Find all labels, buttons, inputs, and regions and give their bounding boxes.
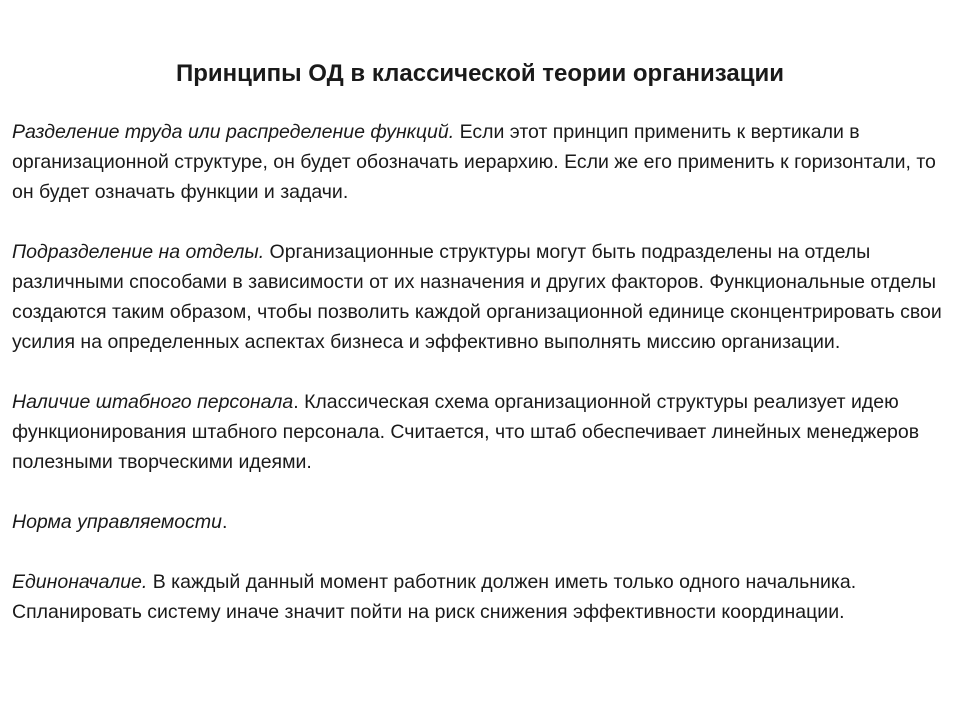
paragraph-unity-of-command [12, 567, 947, 627]
paragraph-division-of-labor [12, 117, 947, 207]
term-staff: Наличие штабного персонала [12, 391, 294, 413]
term-departmentalization: Подразделение на отделы. [12, 241, 265, 263]
text-span-of-control: . [221, 511, 228, 533]
text-unity-of-command: В каждый данный момент работник должен иметь только одного начальника. Спланировать систему иначе значит пойти на риск снижения эффективности координации. [12, 571, 857, 623]
slide-body [12, 117, 947, 657]
text-staff: . Классическая схема организационной структуры реализует идею функционирования штабного персонала. Считается, что штаб обеспечивает линейных менеджеров полезными творческими идеями. [12, 391, 920, 473]
paragraph-departmentalization [12, 237, 947, 357]
term-unity-of-command: Единоначалие. [12, 571, 148, 593]
slide-title: Принципы ОД в классической теории организации [175, 60, 785, 87]
paragraph-staff [12, 387, 947, 477]
term-division-of-labor: Разделение труда или распределение функций. [12, 121, 455, 143]
text-departmentalization: Организационные структуры могут быть подразделены на отделы различными способами в зависимости от их назначения и других факторов. Функциональные отделы создаются таким образом, чтобы позволить каждой организационной единице сконцентрировать свои усилия на определенных аспектах бизнеса и эффективно выполнять миссию организации. [12, 241, 942, 353]
term-span-of-control: Норма управляемости [12, 511, 222, 533]
text-division-of-labor: Если этот принцип применить к вертикали в организационной структуре, он будет обозначать иерархию. Если же его применить к горизонтали, то он будет означать функции и задачи. [12, 121, 936, 203]
paragraph-span-of-control [12, 507, 947, 537]
